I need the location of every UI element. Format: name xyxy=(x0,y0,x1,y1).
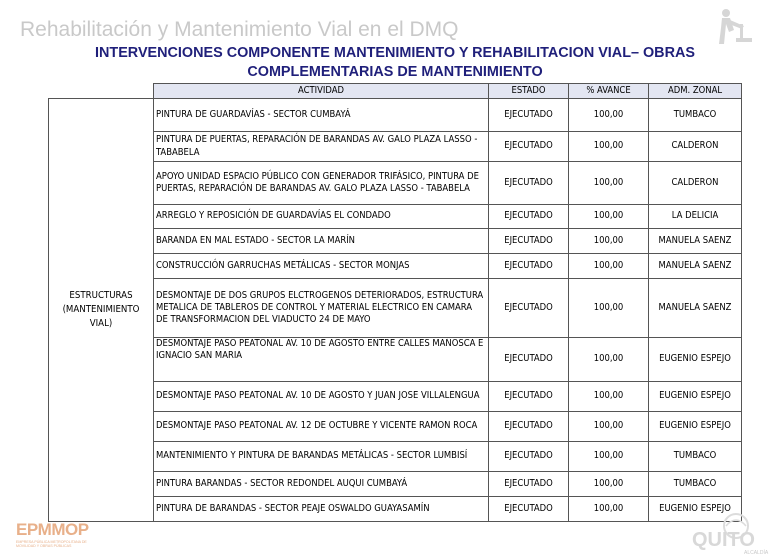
cell-avance: 100,00 xyxy=(569,279,649,338)
cell-avance: 100,00 xyxy=(569,229,649,254)
cell-actividad: MANTENIMIENTO Y PINTURA DE BARANDAS METÁLICAS - SECTOR LUMBISÍ xyxy=(154,442,489,472)
quito-logo-subtext: ALCALDÍA xyxy=(744,550,769,556)
cell-estado: EJECUTADO xyxy=(489,279,569,338)
cell-estado: EJECUTADO xyxy=(489,472,569,497)
subtitle: Rehabilitación y Mantenimiento Vial en el DMQ xyxy=(20,18,459,41)
cell-zonal: TUMBACO xyxy=(649,472,742,497)
cell-actividad: APOYO UNIDAD ESPACIO PÚBLICO CON GENERADOR TRIFÁSICO, PINTURA DE PUERTAS, REPARACIÓN DE BARANDAS AV. GALO PLAZA LASSO - TABABELA xyxy=(154,162,489,205)
cell-actividad: DESMONTAJE PASO PEATONAL AV. 12 DE OCTUBRE Y VICENTE RAMON ROCA xyxy=(154,412,489,442)
category-cell xyxy=(49,99,154,522)
title-line-2: COMPLEMENTARIAS DE MANTENIMIENTO xyxy=(247,64,543,80)
cell-avance: 100,00 xyxy=(569,162,649,205)
header-estado: ESTADO xyxy=(489,84,569,99)
cell-estado: EJECUTADO xyxy=(489,229,569,254)
cell-zonal: MANUELA SAENZ xyxy=(649,254,742,279)
cell-zonal: MANUELA SAENZ xyxy=(649,229,742,254)
cell-avance: 100,00 xyxy=(569,472,649,497)
cell-actividad: PINTURA DE BARANDAS - SECTOR PEAJE OSWALDO GUAYASAMÍN xyxy=(154,497,489,522)
epmmop-logo-text: EPMMOP xyxy=(16,520,89,539)
category-label: ESTRUCTURAS (MANTENIMIENTO VIAL) xyxy=(62,290,140,329)
cell-avance: 100,00 xyxy=(569,412,649,442)
cell-actividad: DESMONTAJE PASO PEATONAL AV. 10 DE AGOSTO ENTRE CALLES MAÑOSCA E IGNACIO SAN MARIA xyxy=(154,338,489,382)
road-worker-icon xyxy=(712,6,756,46)
cell-zonal: EUGENIO ESPEJO xyxy=(649,382,742,412)
cell-zonal: TUMBACO xyxy=(649,99,742,132)
cell-avance: 100,00 xyxy=(569,132,649,162)
header-zonal: ADM. ZONAL xyxy=(649,84,742,99)
cell-zonal: MANUELA SAENZ xyxy=(649,279,742,338)
cell-zonal: CALDERON xyxy=(649,162,742,205)
cell-estado: EJECUTADO xyxy=(489,497,569,522)
cell-estado: EJECUTADO xyxy=(489,254,569,279)
cell-actividad: ARREGLO Y REPOSICIÓN DE GUARDAVÍAS EL CONDADO xyxy=(154,205,489,229)
cell-estado: EJECUTADO xyxy=(489,132,569,162)
cell-zonal: EUGENIO ESPEJO xyxy=(649,412,742,442)
header-avance: % AVANCE xyxy=(569,84,649,99)
cell-zonal: EUGENIO ESPEJO xyxy=(649,338,742,382)
quito-logo xyxy=(686,512,770,556)
page-title xyxy=(40,44,750,82)
cell-avance: 100,00 xyxy=(569,254,649,279)
cell-actividad: PINTURA BARANDAS - SECTOR REDONDEL AUQUI CUMBAYÁ xyxy=(154,472,489,497)
epmmop-logo xyxy=(16,520,106,554)
epmmop-logo-subtext: EMPRESA PÚBLICA METROPOLITANA DE MOVILIDAD Y OBRAS PÚBLICAS xyxy=(16,540,87,548)
quito-logo-text: QUITO xyxy=(692,529,755,551)
cell-estado: EJECUTADO xyxy=(489,99,569,132)
cell-estado: EJECUTADO xyxy=(489,442,569,472)
table-row xyxy=(49,99,742,132)
cell-actividad: PINTURA DE GUARDAVÍAS - SECTOR CUMBAYÁ xyxy=(154,99,489,132)
cell-avance: 100,00 xyxy=(569,442,649,472)
cell-zonal: TUMBACO xyxy=(649,442,742,472)
cell-zonal: CALDERON xyxy=(649,132,742,162)
cell-zonal: EUGENIO ESPEJO xyxy=(649,497,742,522)
cell-estado: EJECUTADO xyxy=(489,205,569,229)
cell-avance: 100,00 xyxy=(569,205,649,229)
table-header-row xyxy=(49,84,742,99)
cell-avance: 100,00 xyxy=(569,382,649,412)
cell-estado: EJECUTADO xyxy=(489,338,569,382)
interventions-table xyxy=(48,83,742,522)
header-blank xyxy=(49,84,154,99)
cell-zonal: LA DELICIA xyxy=(649,205,742,229)
cell-actividad: PINTURA DE PUERTAS, REPARACIÓN DE BARANDAS AV. GALO PLAZA LASSO - TABABELA xyxy=(154,132,489,162)
cell-actividad: CONSTRUCCIÓN GARRUCHAS METÁLICAS - SECTOR MONJAS xyxy=(154,254,489,279)
cell-avance: 100,00 xyxy=(569,497,649,522)
cell-avance: 100,00 xyxy=(569,338,649,382)
cell-avance: 100,00 xyxy=(569,99,649,132)
cell-actividad: DESMONTAJE PASO PEATONAL AV. 10 DE AGOSTO Y JUAN JOSE VILLALENGUA xyxy=(154,382,489,412)
cell-actividad: DESMONTAJE DE DOS GRUPOS ELCTROGENOS DETERIORADOS, ESTRUCTURA METALICA DE TABLEROS DE CONTROL Y MATERIAL ELECTRICO EN CAMARA DE TRANSFORMACION DEL VIADUCTO 24 DE MAYO xyxy=(154,279,489,338)
header-actividad: ACTIVIDAD xyxy=(154,84,489,99)
title-line-1: INTERVENCIONES COMPONENTE MANTENIMIENTO Y REHABILITACION VIAL– OBRAS xyxy=(95,45,695,61)
cell-estado: EJECUTADO xyxy=(489,412,569,442)
cell-actividad: BARANDA EN MAL ESTADO - SECTOR LA MARÍN xyxy=(154,229,489,254)
cell-estado: EJECUTADO xyxy=(489,162,569,205)
cell-estado: EJECUTADO xyxy=(489,382,569,412)
